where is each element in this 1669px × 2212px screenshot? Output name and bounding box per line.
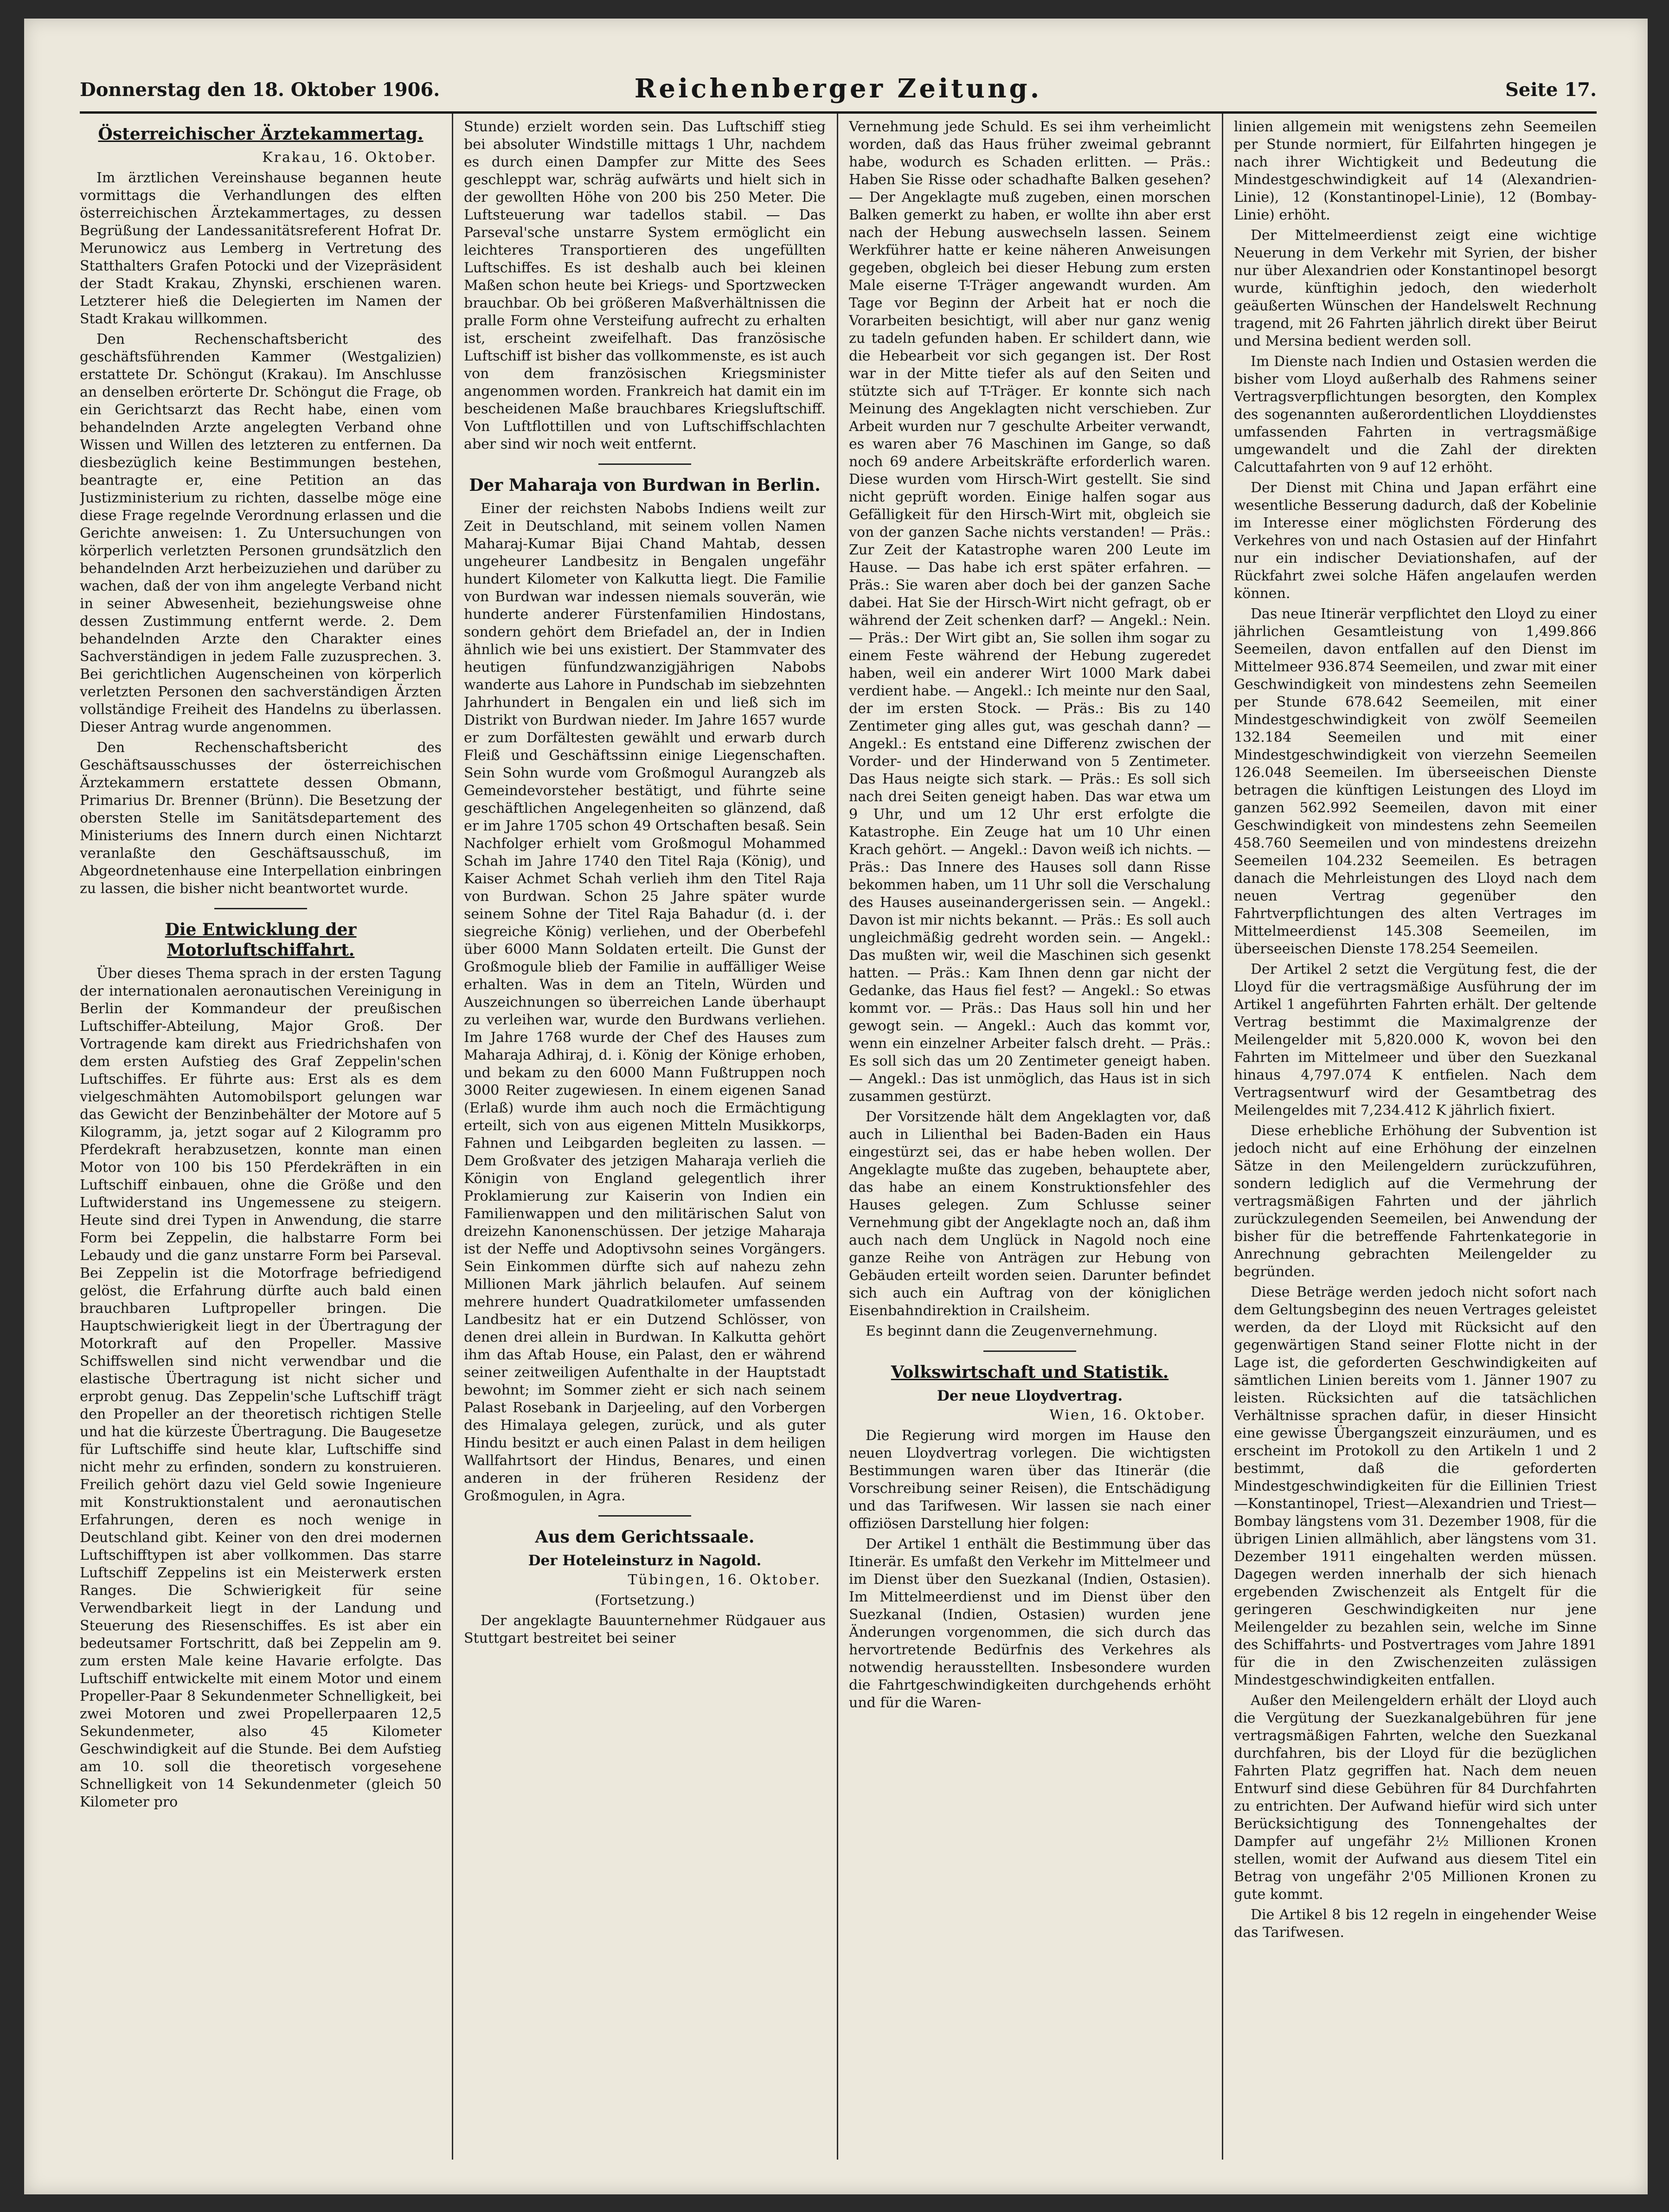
column-4: [1234, 118, 1597, 2155]
column-3: [849, 118, 1211, 2155]
paragraph: Diese Beträge werden jedoch nicht sofort nach dem Geltungsbeginn des neuen Vertrages geleistet werden, da der Lloyd mit Rücksicht auf den gegenwärtigen Stand seiner Flotte nicht in der Lage ist, die geforderten Geschwindigkeiten auf sämtlichen Linien bereits vom 1. Jänner 1907 zu leisten. Rücksichten auf die tatsächlichen Verhältnisse sprachen dafür, in dieser Hinsicht eine gewisse Übergangszeit einzuräumen, und es erscheint im Protokoll zu den Artikeln 1 und 2 bestimmt, daß die geforderten Mindestgeschwindigkeiten für die Eillinien Triest—Konstantinopel, Triest—Alexandrien und Triest—Bombay längstens vom 31. Dezember 1908, für die übrigen Linien allmählich, aber längstens vom 31. Dezember 1911 eingehalten werden müssen. Dagegen werden innerhalb der sich hienach ergebenden Zwischenzeit als Entgelt für die geringeren Geschwindigkeiten nur jene Meilengelder zu bezahlen sein, welche im Sinne des Schiffahrts- und Postvertrages vom Jahre 1891 für die in den Zwischenzeiten zulässigen Mindestgeschwindigkeiten entfallen.: [1234, 1284, 1597, 1688]
paragraph: Im ärztlichen Vereinshause begannen heute vormittags die Verhandlungen des elften österreichischen Ärztekammertages, zu dessen Begrüßung der Landessanitätsreferent Hofrat Dr. Merunowicz aus Lemberg in Vertretung des Statthalters Grafen Potocki und der Vizepräsident der Stadt Krakau, Zhynski, erschienen waren. Letzterer hieß die Delegierten im Namen der Stadt Krakau willkommen.: [80, 170, 442, 327]
paragraph: Die Artikel 8 bis 12 regeln in eingehender Weise das Tarifwesen.: [1234, 1907, 1597, 1941]
header-rule: [80, 111, 1597, 114]
paragraph: Der Mittelmeerdienst zeigt eine wichtige Neuerung in dem Verkehr mit Syrien, der bisher nur über Alexandrien oder Konstantinopel besorgt wurde, künftighin jedoch, den wiederholt geäußerten Wünschen der Handelswelt Rechnung tragend, mit 26 Fahrten jährlich direkt über Beirut und Mersina bedient werden soll.: [1234, 227, 1597, 349]
dateline: Tübingen, 16. Oktober.: [628, 1572, 821, 1588]
paragraph: Über dieses Thema sprach in der ersten Tagung der internationalen aeronautischen Vereinigung in Berlin der Kommandeur der preußischen Luftschiffer-Abteilung, Major Groß. Der Vortragende kam direkt aus Friedrichshafen von dem ersten Aufstieg des Graf Zeppelin'schen Luftschiffes. Er führte aus: Erst als es dem vielgeschmähten Automobilsport gelungen war das Gewicht der Benzinbehälter der Motore auf 5 Kilogramm, ja, jetzt sogar auf 2 Kilogramm pro Pferdekraft herabzusetzen, konnte man einen Motor von 100 bis 150 Pferdekräften in ein Luftschiff einbauen, ohne die Größe und den Luftwiderstand ins Ungemessene zu steigern. Heute sind drei Typen in Anwendung, die starre Form bei Zeppelin, die halbstarre Form bei Lebaudy und die ganz unstarre Form bei Parseval. Bei Zeppelin ist die Motorfrage befriedigend gelöst, die Erfahrung dürfte auch bald einen brauchbaren Luftpropeller bringen. Die Hauptschwierigkeit liegt in der Übertragung der Motorkraft auf den Propeller. Massive Schiffswellen sind nicht verwendbar und die elastische Übertragung ist nicht sicher und erprobt genug. Das Zeppelin'sche Luftschiff trägt den Propeller an der theoretisch richtigen Stelle und hat die kürzeste Übertragung. Die Baugesetze für Luftschiffe sind heute klar, Luftschiffe sind nicht mehr zu erfinden, sondern zu konstruieren. Freilich gehört dazu viel Geld sowie Ingenieure mit Konstruktionstalent und aeronautischen Erfahrungen, deren es noch wenige in Deutschland gibt. Keiner von den drei modernen Luftschifftypen ist aber vollkommen. Das starre Luftschiff Zeppelins ist ein Meisterwerk ersten Ranges. Die Schwierigkeit für seine Verwendbarkeit liegt in der Landung und Steuerung des Riesenschiffes. Es ist aber ein bedeutsamer Fortschritt, daß bei Zeppelin am 9. zum ersten Male keine Havarie erfolgte. Das Luftschiff entwickelte mit einem Motor und einem Propeller-Paar 8 Sekundenmeter Schnelligkeit, bei zwei Motoren und zwei Propellerpaaren 12,5 Sekundenmeter, also 45 Kilometer Geschwindigkeit auf die Stunde. Bei dem Aufstieg am 10. soll die theoretisch vorgesehene Schnelligkeit von 14 Sekundenmeter (gleich 50 Kilometer pro: [80, 965, 442, 1810]
paragraph: Der Artikel 2 setzt die Vergütung fest, die der Lloyd für die vertragsmäßige Ausführung der im Artikel 1 angeführten Fahrten erhält. Der geltende Vertrag bestimmt die Maximalgrenze der Meilengelder mit 5,820.000 K, wovon bei den Fahrten im Mittelmeer und über den Suezkanal hinaus 4,797.074 K entfielen. Nach dem Vertragsentwurf wird der Gesamtbetrag des Meilengeldes mit 7,234.412 K jährlich fixiert.: [1234, 961, 1597, 1119]
paragraph: Die Regierung wird morgen im Hause den neuen Lloydvertrag vorlegen. Die wichtigsten Bestimmungen waren über das Itinerär (die Vorschreibung seiner Reisen), die Entschädigung und das Tarifwesen. Wir lassen sie nach einer offiziösen Darstellung hier folgen:: [849, 1428, 1211, 1532]
page-number: Seite 17.: [1505, 79, 1597, 101]
paragraph: Den Rechenschaftsbericht des geschäftsführenden Kammer (Westgalizien) erstattete Dr. Schöngut (Krakau). Im Anschlusse an denselben erörterte Dr. Schöngut die Frage, ob ein Gerichtsarzt das Recht habe, einen vom behandelnden Arzte angelegten Verband ohne Wissen und Willen des letzteren zu entfernen. Da diesbezüglich keine Bestimmungen bestehen, beantragte er, eine Petition an das Justizministerium zu richten, dasselbe möge eine diese Frage regelnde Verordnung erlassen und die Gerichte anweisen: 1. Zu Untersuchungen von körperlich verletzten Personen grundsätzlich den behandelnden Arzt herbeizuziehen und darüber zu wachen, daß der von ihm angelegte Verband nicht in seiner Abwesenheit, beziehungsweise ohne dessen Zustimmung entfernt werde. 2. Dem behandelnden Arzte den Charakter eines Sachverständigen in jedem Falle zuzusprechen. 3. Bei gerichtlichen Augenscheinen von körperlich verletzten Personen den sachverständigen Ärzten vollständige Freiheit des Handelns zu überlassen. Dieser Antrag wurde angenommen.: [80, 331, 442, 735]
paragraph: Es beginnt dann die Zeugenvernehmung.: [866, 1323, 1158, 1339]
article-title: Aus dem Gerichtssaale.: [535, 1527, 755, 1547]
issue-date: Donnerstag den 18. Oktober 1906.: [80, 79, 440, 101]
article-title: Österreichischer Ärztekammertag.: [98, 124, 424, 144]
paragraph: Der Vorsitzende hält dem Angeklagten vor, daß auch in Lilienthal bei Baden-Baden ein Haus eingestürzt sei, das er habe heben wollen. Der Angeklagte mußte das zugeben, behauptete aber, das habe an einem Konstruktionsfehler des Hauses gelegen. Zum Schlusse seiner Vernehmung gibt der Angeklagte noch an, daß ihm auch nach dem Unglück in Nagold noch eine ganze Reihe von Anträgen zur Hebung von Gebäuden erteilt worden seien. Darunter befindet sich auch ein Auftrag von der königlichen Eisenbahndirektion in Crailsheim.: [849, 1109, 1211, 1319]
paragraph: linien allgemein mit wenigstens zehn Seemeilen per Stunde normiert, für Eilfahrten hingegen je nach ihrer Wichtigkeit und Bedeutung die Mindestgeschwindigkeit auf 14 (Alexandrien-Linie), 12 (Konstantinopel-Linie), 12 (Bombay-Linie) erhöht.: [1234, 119, 1597, 223]
paragraph: Stunde) erzielt worden sein. Das Luftschiff stieg bei absoluter Windstille mittags 1 Uhr, nachdem es durch einen Dampfer zur Mitte des Sees geschleppt war, schräg aufwärts und hielt sich in der gewollten Höhe von 200 bis 250 Meter. Die Luftsteuerung war tadellos stabil. — Das Parseval'sche unstarre System ermöglicht ein leichteres Transportieren des ungefüllten Luftschiffes. Es ist deshalb auch bei kleinen Maßen schon heute bei Kriegs- und Sportzwecken brauchbar. Ob bei größeren Maßverhältnissen die pralle Form ohne Versteifung aufrecht zu erhalten ist, erscheint zweifelhaft. Das französische Luftschiff ist bisher das vollkommenste, es ist auch von dem französischen Kriegsminister angenommen worden. Frankreich hat damit ein im bescheidenen Maße brauchbares Kriegsluftschiff. Von Luftflottillen und von Luftschiffschlachten aber sind wir noch weit entfernt.: [464, 119, 826, 452]
column-1: [80, 118, 442, 2155]
column-divider: [452, 114, 453, 2160]
article-title: Der Maharaja von Burdwan in Berlin.: [469, 476, 821, 495]
paragraph: Diese erhebliche Erhöhung der Subvention ist jedoch nicht auf eine Erhöhung der einzelnen Sätze in den Meilengeldern zurückzuführen, sondern lediglich auf die Vermehrung der vertragsmäßigen Fahrten und der jährlich zurückzulegenden Seemeilen, bei Anwendung der bisher für die betreffende Fahrtenkategorie in Anrechnung gebrachten Meilengelder zu begründen.: [1234, 1123, 1597, 1280]
paragraph: Der Artikel 1 enthält die Bestimmung über das Itinerär. Es umfaßt den Verkehr im Mittelmeer und im Dienst über den Suezkanal (Indien, Ostasien). Im Mittelmeerdienst und im Dienst über den Suezkanal (Indien, Ostasien) wurden jene Änderungen vorgenommen, die sich durch das hervortretende Bedürfnis des Verkehres als notwendig herausstellten. Insbesondere wurden die Fahrtgeschwindigkeiten durchgehends erhöht und für die Waren-: [849, 1536, 1211, 1711]
continuation-note: (Fortsetzung.): [595, 1592, 695, 1608]
paragraph: Der angeklagte Bauunternehmer Rüdgauer aus Stuttgart bestreitet bei seiner: [464, 1613, 826, 1646]
article-subtitle: Der Hoteleinsturz in Nagold.: [528, 1552, 762, 1569]
column-divider: [1222, 114, 1223, 2160]
paragraph: Außer den Meilengeldern erhält der Lloyd auch die Vergütung der Suezkanalgebühren für jene vertragsmäßigen Fahrten, welche den Suezkanal durchfahren, bis der Lloyd für die bezüglichen Fahrten Platz gegriffen hat. Nach dem neuen Entwurf sind diese Gebühren für 84 Durchfahrten zu entrichten. Der Aufwand hiefür wird sich unter Berücksichtigung des Tonnengehaltes der Dampfer auf ungefähr 2½ Millionen Kronen stellen, womit der Aufwand aus diesem Titel ein Betrag von ungefähr 2'05 Millionen Kronen zu gute kommt.: [1234, 1692, 1597, 1903]
column-divider: [837, 114, 838, 2160]
article-title: Die Entwicklung der Motorluftschiffahrt.: [165, 920, 357, 960]
article-separator: [598, 463, 691, 465]
dateline: Wien, 16. Oktober.: [1049, 1407, 1206, 1423]
paragraph: Vernehmung jede Schuld. Es sei ihm verheimlicht worden, daß das Haus früher zweimal gebrannt habe, wodurch es Schaden erlitten. — Präs.: Haben Sie Risse oder schadhafte Balken gesehen? — Der Angeklagte muß zugeben, einen morschen Balken gemerkt zu haben, er wollte ihn aber erst nach der Hebung auswechseln lassen. Seinem Werkführer hatte er keine näheren Anweisungen gegeben, obgleich bei dieser Hebung zum ersten Male eiserne T-Träger angewandt wurden. Am Tage vor Beginn der Arbeit hat er noch die Vorarbeiten besichtigt, will aber nur ganz wenig zu tadeln gefunden haben. Er schildert dann, wie die Hebearbeit vor sich gegangen ist. Der Rost war in der Mitte tiefer als auf den Seiten und stützte sich auf T-Träger. Er konnte sich nach Meinung des Angeklagten nicht verschieben. Zur Arbeit wurden nur 7 geschulte Arbeiter verwandt, es waren aber 76 Maschinen im Gange, so daß noch 69 andere Arbeitskräfte erforderlich waren. Diese wurden vom Hirsch-Wirt gestellt. Sie sind nicht geprüft worden. Einige halfen sogar aus Gefälligkeit für den Hirsch-Wirt mit, obgleich sie von der ganzen Sache nichts verstanden! — Präs.: Zur Zeit der Katastrophe waren 200 Leute im Hause. — Das habe ich erst später erfahren. — Präs.: Sie waren aber doch bei der ganzen Sache dabei. Hat Sie der Hirsch-Wirt nicht gefragt, ob er während der Zeit schenken darf? — Angekl.: Nein. — Präs.: Der Wirt gibt an, Sie sollen ihm sogar zu einem Feste während der Hebung zugeredet haben, weil ein anderer Wirt 1000 Mark dabei verdient habe. — Angekl.: Ich meinte nur den Saal, der im ersten Stock. — Präs.: Bis zu 140 Zentimeter ging alles gut, was geschah dann? — Angekl.: Es entstand eine Differenz zwischen der Vorder- und der Hinderwand von 5 Zentimeter. Das Haus neigte sich stark. — Präs.: Es soll sich nach drei Seiten geneigt haben. Das war etwa um 9 Uhr, und um 12 Uhr erst erfolgte die Katastrophe. Ein Zeuge hat um 10 Uhr einen Krach gehört. — Angekl.: Davon weiß ich nichts. — Präs.: Das Innere des Hauses soll dann Risse bekommen haben, um 11 Uhr soll die Verschalung des Hauses auseinandergerissen sein. — Angekl.: Davon ist mir nichts bekannt. — Präs.: Es soll auch ungleichmäßig gedreht worden sein. — Angekl.: Das mußten wir, weil die Maschinen sich gesenkt hatten. — Präs.: Kam Ihnen denn gar nicht der Gedanke, das Haus fiel fest? — Angekl.: So etwas kommt vor. — Präs.: Das Haus soll hin und her gewogt sein. — Angekl.: Auch das kommt vor, wenn ein einzelner Arbeiter falsch dreht. — Präs.: Es soll sich das um 20 Zentimeter geneigt haben. — Angekl.: Das ist unmöglich, das Haus ist in sich zusammen gestürzt.: [849, 119, 1211, 1105]
article-subtitle: Der neue Lloydvertrag.: [937, 1388, 1123, 1404]
article-separator: [598, 1515, 691, 1517]
paragraph: Der Dienst mit China und Japan erfährt eine wesentliche Besserung dadurch, daß der Kobelinie im Interesse einer möglichsten Förderung des Verkehres von und nach Ostasien auf der Hinfahrt nur ein indischer Deviationshafen, auf der Rückfahrt zwei solche Häfen angelaufen werden können.: [1234, 480, 1597, 602]
newspaper-title: Reichenberger Zeitung.: [634, 73, 1042, 104]
paragraph: Den Rechenschaftsbericht des Geschäftsausschusses der österreichischen Ärztekammern erstattete dessen Obmann, Primarius Dr. Brenner (Brünn). Die Besetzung der obersten Stelle im Sanitätsdepartement des Ministeriums des Innern durch einen Nichtarzt veranlaßte den Geschäftsausschuß, im Abgeordnetenhause eine Interpellation einbringen zu lassen, die bisher nicht beantwortet wurde.: [80, 739, 442, 897]
article-separator: [214, 908, 307, 909]
paragraph: Das neue Itinerär verpflichtet den Lloyd zu einer jährlichen Gesamtleistung von 1,499.866 Seemeilen, davon entfallen auf den Dienst im Mittelmeer 936.874 Seemeilen, und zwar mit einer Geschwindigkeit von mindestens zehn Seemeilen per Stunde 678.642 Seemeilen, mit einer Mindestgeschwindigkeit von zwölf Seemeilen 132.184 Seemeilen und mit einer Mindestgeschwindigkeit von vierzehn Seemeilen 126.048 Seemeilen. Im überseeischen Dienste betragen die künftigen Leistungen des Lloyd im ganzen 562.992 Seemeilen, davon mit einer Geschwindigkeit von mindestens zehn Seemeilen 458.760 Seemeilen und von mindestens dreizehn Seemeilen 104.232 Seemeilen. Es betragen danach die Mehrleistungen des Lloyd nach dem neuen Vertrag gegenüber den Fahrtverpflichtungen des alten Vertrages im Mittelmeerdienst 145.308 Seemeilen, im überseeischen Dienste 178.254 Seemeilen.: [1234, 606, 1597, 957]
paragraph: Im Dienste nach Indien und Ostasien werden die bisher vom Lloyd außerhalb des Rahmens seiner Vertragsverpflichtungen besorgten, den Komplex des sogenannten außerordentlichen Lloyddienstes umfassenden Fahrten in vertragsmäßige umgewandelt und die Zahl der direkten Calcuttafahrten von 9 auf 12 erhöht.: [1234, 354, 1597, 476]
article-separator: [983, 1350, 1076, 1352]
paragraph: Einer der reichsten Nabobs Indiens weilt zur Zeit in Deutschland, mit seinem vollen Namen Maharaj-Kumar Bijai Chand Mahtab, dessen ungeheurer Landbesitz in Bengalen ungefähr hundert Kilometer von Kalkutta liegt. Die Familie von Burdwan war indessen niemals souverän, wie hunderte anderer Fürstenfamilien Hindostans, sondern gehört dem Briefadel an, der in Indien ähnlich wie bei uns existiert. Der Stammvater des heutigen fünfundzwanzigjährigen Nabobs wanderte aus Lahore in Pundschab im siebzehnten Jahrhundert in Bengalen ein und ließ sich im Distrikt von Burdwan nieder. Im Jahre 1657 wurde er zum Dorfältesten gewählt und erwarb durch Fleiß und Geschäftssinn einige Liegenschaften. Sein Sohn wurde vom Großmogul Aurangzeb als Gemeindevorsteher bestätigt, und führte seine geschäftlichen Angelegenheiten so glänzend, daß er im Jahre 1705 schon 49 Ortschaften besaß. Sein Nachfolger erhielt vom Großmogul Mohammed Schah im Jahre 1740 den Titel Raja (König), und Kaiser Achmet Schah verlieh ihm den Titel Raja von Burdwan. Schon 25 Jahre später wurde seinem Sohne der Titel Raja Bahadur (d. i. der siegreiche König) verliehen, und der Oberbefehl über 6000 Mann Soldaten erteilt. Die Gunst der Großmogule blieb der Familie in auffälliger Weise erhalten. Was in dem an Titeln, Würden und Auszeichnungen so überreichen Lande überhaupt zu verleihen war, wurde den Burdwans verliehen. Im Jahre 1768 wurde der Chef des Hauses zum Maharaja Adhiraj, d. i. König der Könige erhoben, und bekam zu den 6000 Mann Fußtruppen noch 3000 Reiter zugewiesen. In einem eigenen Sanad (Erlaß) wurde ihm auch noch die Ermächtigung erteilt, sich von aus eigenen Mitteln Musikkorps, Fahnen und Leibgarden begleiten zu lassen. — Dem Großvater des jetzigen Maharaja verlieh die Königin von England gelegentlich ihrer Proklamierung zur Kaiserin von Indien ein Familienwappen und den militärischen Salut von dreizehn Kanonenschüssen. Der jetzige Maharaja ist der Neffe und Adoptivsohn seines Vorgängers. Sein Einkommen dürfte sich auf nahezu zehn Millionen Mark jährlich belaufen. Auf seinem mehrere hundert Quadratkilometer umfassenden Landbesitz hat er ein Dutzend Schlösser, von denen drei allein in Burdwan. In Kalkutta gehört ihm das Aftab House, ein Palast, den er während seiner zeitweiligen Aufenthalte in der Hauptstadt bewohnt; im Sommer zieht er sich nach seinem Palast Rosebank in Darjeeling, auf den Vorbergen des Himalaya gelegen, zurück, und als guter Hindu besitzt er auch einen Palast in dem heiligen Wallfahrtsort der Hindus, Benares, und einen anderen in der früheren Residenz der Großmogulen, in Agra.: [464, 501, 826, 1504]
newspaper-page: [24, 19, 1648, 2194]
page-header: [80, 70, 1597, 111]
column-2: [464, 118, 826, 2155]
section-title: Volkswirtschaft und Statistik.: [891, 1363, 1169, 1382]
dateline: Krakau, 16. Oktober.: [262, 149, 437, 166]
